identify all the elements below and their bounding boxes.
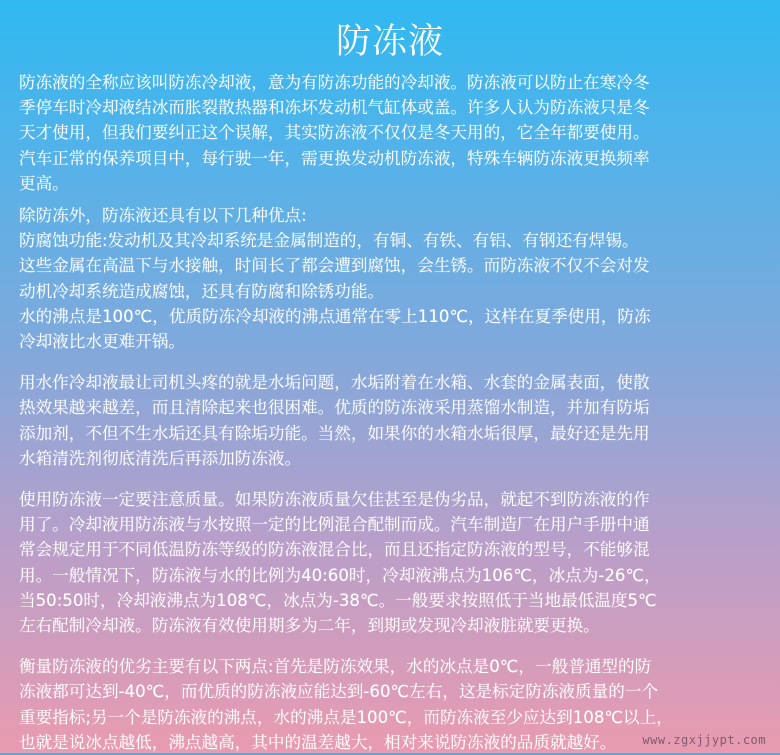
text-line: 常会规定用于不同低温防冻等级的防冻液混合比，而且还指定防冻液的型号，不能够混 (19, 540, 650, 560)
text-line: 冻液都可达到-40℃，而优质的防冻液应能达到-60℃左右，这是标定防冻液质量的一个 (19, 682, 659, 702)
text-line: 左右配制冷却液。防冻液有效使用期多为二年，到期或发现冷却液脏就要更换。 (19, 616, 600, 636)
text-line: 更高。 (19, 173, 69, 193)
paragraph-intro (19, 70, 767, 196)
text-line: 添加剂，不但不生水垢还具有除垢功能。当然，如果你的水箱水垢很厚，最好还是先用 (19, 423, 650, 443)
text-line: 用了。冷却液用防冻液与水按照一定的比例混合配制而成。汽车制造厂在用户手册中通 (19, 515, 650, 535)
text-line: 除防冻外，防冻液还具有以下几种优点: (19, 206, 307, 226)
paragraph-scale (19, 370, 767, 471)
text-line: 季停车时冷却液结冰而胀裂散热器和冻坏发动机气缸体或盖。许多人认为防冻液只是冬 (19, 98, 650, 118)
text-line: 用。一般情况下，防冻液与水的比例为40:60时，冷却液沸点为106℃，冰点为-26℃， (19, 565, 661, 585)
text-line: 防腐蚀功能:发动机及其冷却系统是金属制造的，有铜、有铁、有铝、有钢还有焊锡。 (19, 231, 639, 251)
text-line: 汽车正常的保养项目中，每行驶一年，需更换发动机防冻液，特殊车辆防冻液更换频率 (19, 148, 650, 168)
text-line: 热效果越来越差，而且清除起来也很困难。优质的防冻液采用蒸馏水制造，并加有防垢 (19, 398, 650, 418)
text-line: 使用防冻液一定要注意质量。如果防冻液质量欠佳甚至是伪劣品，就起不到防冻液的作 (19, 490, 650, 510)
text-line: 也就是说冰点越低，沸点越高，其中的温差越大，相对来说防冻液的品质就越好。 (19, 732, 617, 752)
article-body (19, 70, 767, 755)
text-line: 天才使用，但我们要纠正这个误解，其实防冻液不仅仅是冬天用的，它全年都要使用。 (19, 123, 650, 143)
watermark-text: www.zgxjjypt.com (642, 733, 766, 747)
text-line: 水的沸点是100℃，优质防冻冷却液的沸点通常在零上110℃，这样在夏季使用，防冻 (19, 306, 651, 326)
text-line: 重要指标;另一个是防冻液的沸点，水的沸点是100℃，而防冻液至少应达到108℃以上， (19, 707, 673, 727)
text-line: 防冻液的全称应该叫防冻冷却液，意为有防冻功能的冷却液。防冻液可以防止在寒冷冬 (19, 73, 650, 92)
text-line: 冷却液比水更难开锅。 (19, 332, 185, 352)
text-line: 用水作冷却液最让司机头疼的就是水垢问题，水垢附着在水箱、水套的金属表面，使散 (19, 373, 650, 393)
text-line: 当50:50时，冷却液沸点为108℃，冰点为-38℃。一般要求按照低于当地最低温度5℃ (19, 590, 657, 610)
text-line: 水箱清洗剂彻底清洗后再添加防冻液。 (19, 448, 302, 468)
paragraph-quality (19, 487, 767, 638)
paragraph-advantages (19, 203, 767, 354)
text-line: 这些金属在高温下与水接触，时间长了都会遭到腐蚀，会生锈。而防冻液不仅不会对发 (19, 256, 650, 276)
text-line: 衡量防冻液的优劣主要有以下两点:首先是防冻效果，水的冰点是0℃，一般普通型的防 (19, 657, 652, 677)
text-line: 动机冷却系统造成腐蚀，还具有防腐和除锈功能。 (19, 281, 385, 301)
page-title: 防冻液 (335, 22, 444, 62)
